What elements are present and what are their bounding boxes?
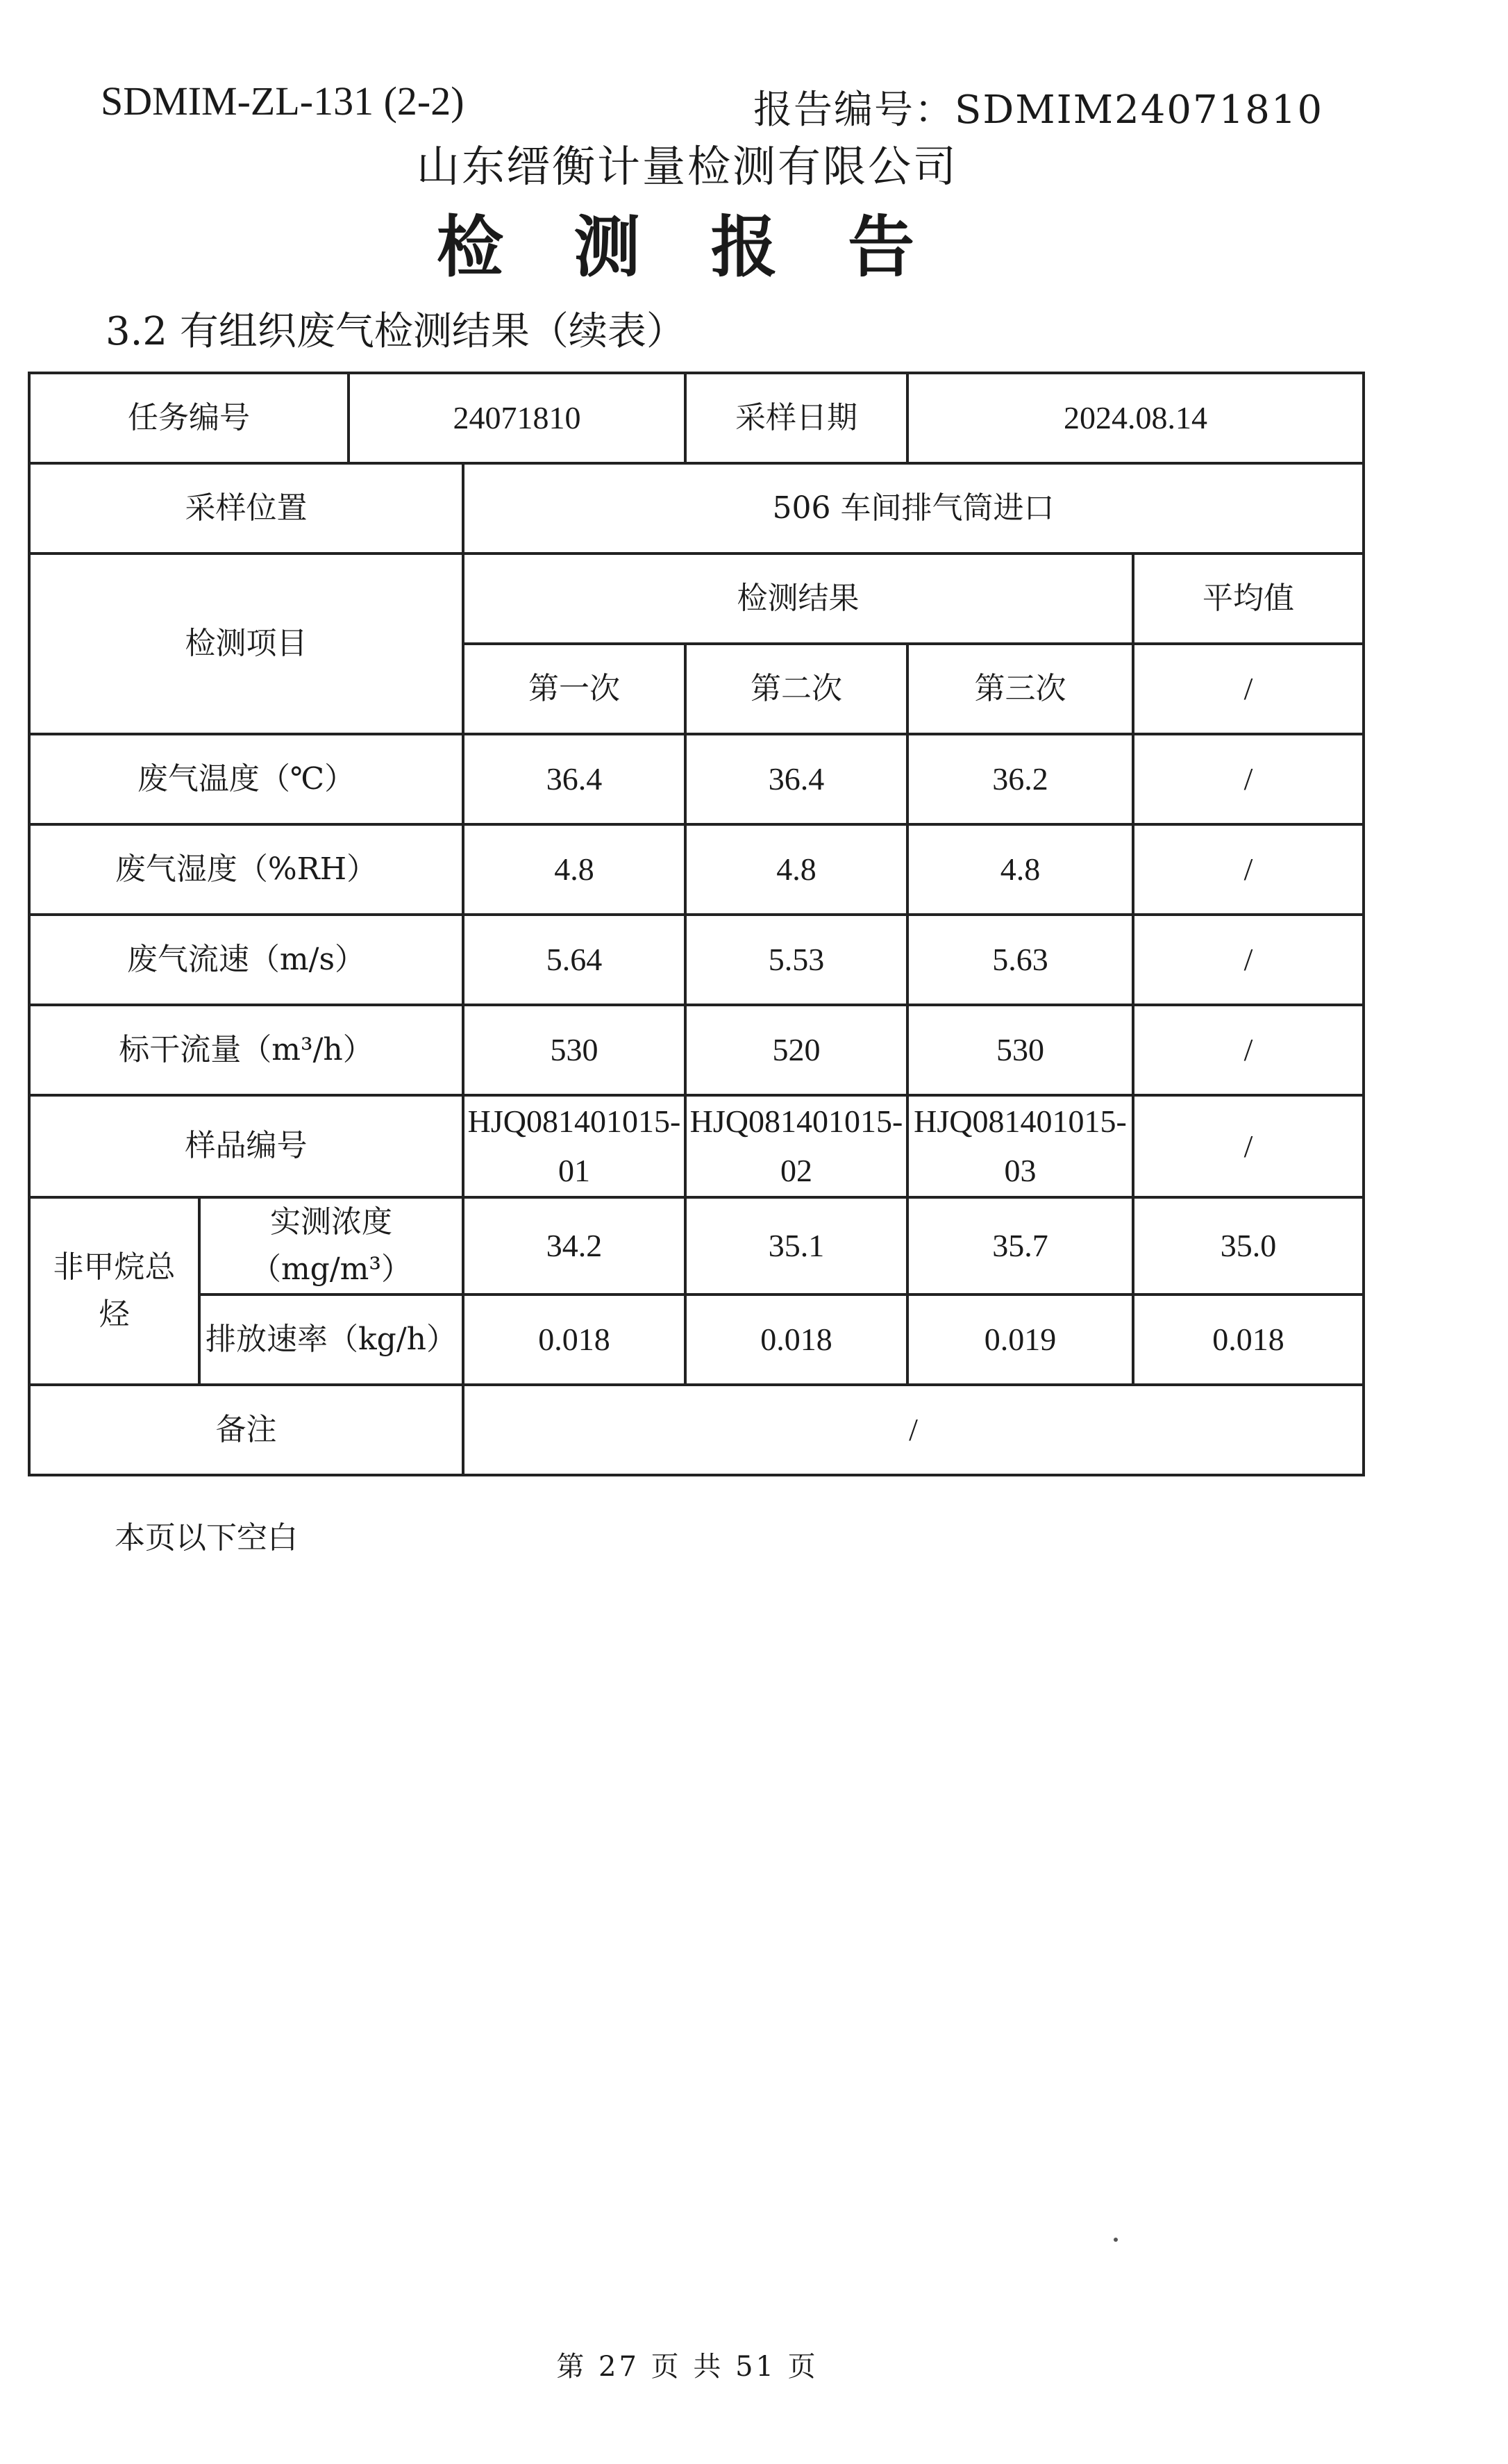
value-round-1: 36.4 [463, 734, 685, 824]
sample-id-3-line-2: 03 [1004, 1153, 1037, 1189]
nmhc-conc-row [29, 1197, 1364, 1295]
task-row [29, 373, 1364, 463]
page-number: 第 27 页 共 51 页 [556, 2351, 819, 2383]
scan-speck [1114, 2238, 1118, 2242]
conc-round-2: 35.1 [685, 1197, 907, 1295]
value-round-3: 36.2 [907, 734, 1133, 824]
form-code: SDMIM-ZL-131 (2-2) [101, 78, 464, 124]
table-row [29, 824, 1364, 915]
item-label: 检测项目 [29, 553, 463, 734]
document-title: 检 测 报 告 [436, 208, 939, 286]
task-no-value: 24071810 [349, 373, 685, 463]
row-label: 废气温度（℃） [29, 734, 463, 824]
value-average: / [1133, 734, 1364, 824]
nmhc-rate-row [29, 1295, 1364, 1385]
value-average: / [1133, 1005, 1364, 1095]
round-3-label: 第三次 [907, 644, 1133, 734]
sample-id-2-line-1: HJQ081401015- [689, 1104, 903, 1139]
table-row [29, 1005, 1364, 1095]
value-round-1: 530 [463, 1005, 685, 1095]
sample-id-2 [685, 1095, 907, 1197]
sample-id-3-line-1: HJQ081401015- [914, 1104, 1127, 1139]
nmhc-label [29, 1197, 199, 1385]
rate-round-3: 0.019 [907, 1295, 1133, 1385]
value-round-2: 5.53 [685, 915, 907, 1005]
value-average: / [1133, 824, 1364, 915]
table-row [29, 734, 1364, 824]
value-round-2: 4.8 [685, 824, 907, 915]
sample-date-label: 采样日期 [685, 373, 907, 463]
row-label: 废气流速（m/s） [29, 915, 463, 1005]
value-round-2: 520 [685, 1005, 907, 1095]
task-no-label: 任务编号 [29, 373, 349, 463]
sample-label: 样品编号 [29, 1095, 463, 1197]
location-value: 506 车间排气筒进口 [463, 463, 1364, 553]
sample-id-1-line-1: HJQ081401015- [467, 1104, 681, 1139]
table-row [29, 915, 1364, 1005]
result-label: 检测结果 [463, 553, 1133, 644]
location-row [29, 463, 1364, 553]
header-row-1 [29, 553, 1364, 644]
value-average: / [1133, 915, 1364, 1005]
avg-label: 平均值 [1133, 553, 1364, 644]
rate-label: 排放速率（kg/h） [199, 1295, 463, 1385]
value-round-2: 36.4 [685, 734, 907, 824]
row-label: 标干流量（m³/h） [29, 1005, 463, 1095]
conc-label: 实测浓度（mg/m³） [199, 1197, 463, 1295]
company-name: 山东缙衡计量检测有限公司 [416, 141, 958, 192]
value-round-3: 530 [907, 1005, 1133, 1095]
value-round-3: 4.8 [907, 824, 1133, 915]
nmhc-label-line-1: 非甲烷总 [53, 1249, 176, 1285]
remark-row [29, 1385, 1364, 1475]
value-round-1: 4.8 [463, 824, 685, 915]
sample-date-value: 2024.08.14 [907, 373, 1364, 463]
remark-label: 备注 [29, 1385, 463, 1475]
round-1-label: 第一次 [463, 644, 685, 734]
sample-id-1 [463, 1095, 685, 1197]
sample-id-row [29, 1095, 1364, 1197]
avg-placeholder: / [1133, 644, 1364, 734]
round-2-label: 第二次 [685, 644, 907, 734]
sample-id-1-line-2: 01 [558, 1153, 590, 1189]
row-label: 废气湿度（%RH） [29, 824, 463, 915]
nmhc-label-line-2: 烃 [99, 1296, 130, 1332]
result-table [28, 372, 1365, 1476]
blank-below-note: 本页以下空白 [115, 1520, 298, 1556]
conc-round-3: 35.7 [907, 1197, 1133, 1295]
remark-value: / [463, 1385, 1364, 1475]
conc-round-1: 34.2 [463, 1197, 685, 1295]
section-title: 3.2 有组织废气检测结果（续表） [106, 309, 685, 354]
rate-average: 0.018 [1133, 1295, 1364, 1385]
sample-id-2-line-2: 02 [780, 1153, 812, 1189]
location-label: 采样位置 [29, 463, 463, 553]
sample-avg: / [1133, 1095, 1364, 1197]
report-number: 报告编号：SDMIM24071810 [753, 88, 1324, 133]
value-round-3: 5.63 [907, 915, 1133, 1005]
value-round-1: 5.64 [463, 915, 685, 1005]
conc-average: 35.0 [1133, 1197, 1364, 1295]
rate-round-1: 0.018 [463, 1295, 685, 1385]
sample-id-3 [907, 1095, 1133, 1197]
rate-round-2: 0.018 [685, 1295, 907, 1385]
